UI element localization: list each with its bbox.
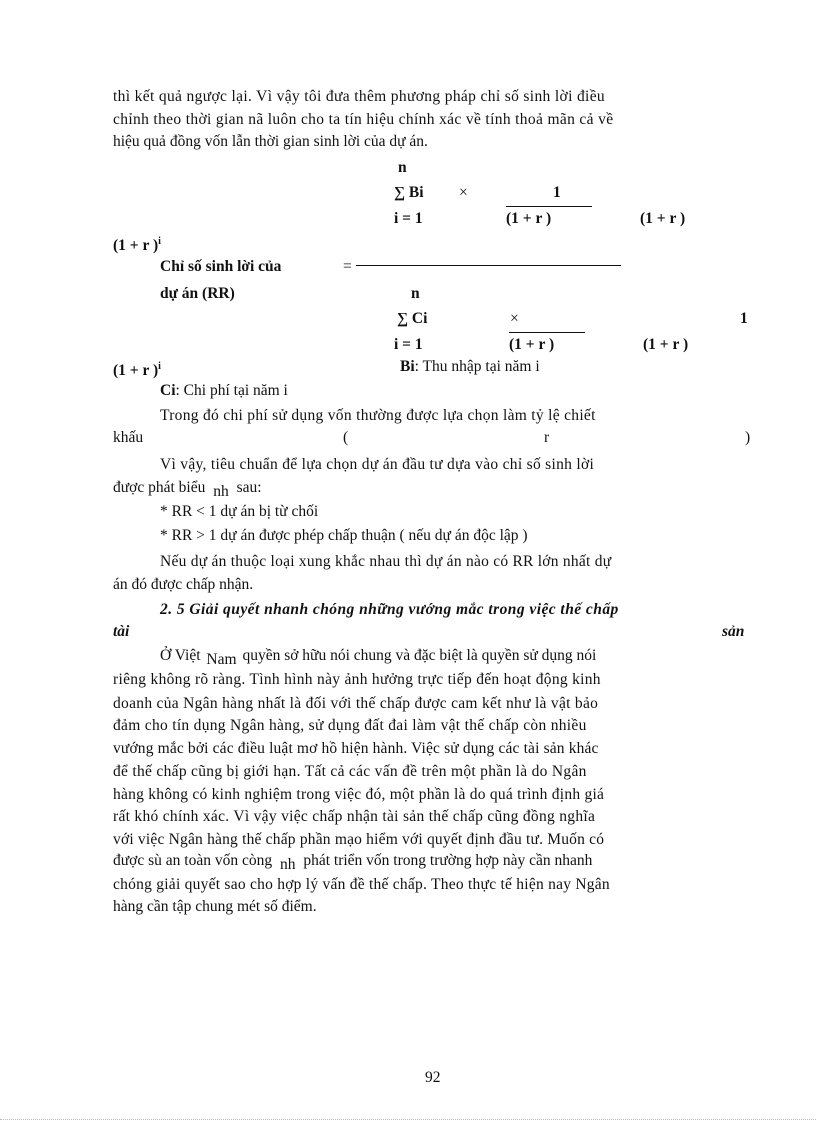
discount-line-1: Trong đó chi phí sử dụng vốn thường được lựa chọn làm tỷ lệ chiết [160,407,596,424]
discount-rate-symbol: r [544,429,550,446]
criteria-line-2: được phát biểu nh sau: [113,479,262,500]
discount-open-paren: ( [343,429,349,446]
page-number: 92 [425,1069,441,1086]
formula-bottom-index: i = 1 [394,336,423,353]
criteria-item-accept: * RR > 1 dự án được phép chấp thuận ( nếu dự án độc lập ) [160,527,528,544]
body-line-5: vướng mắc bởi các điều luật mơ hồ hiện hành. Việc sử dụng các tài sản khác [113,740,599,757]
body-line-11: chóng giải quyết sao cho hợp lý vấn đề thế chấp. Theo thực tế hiện nay Ngân [113,876,610,893]
body-line-10: được sù an toàn vốn còng nh phát triển vốn trong trường hợp này cần nhanh [113,852,593,873]
formula-top-times: × [459,184,468,201]
formula-bottom-n: n [411,285,420,302]
body-line-6: để thế chấp cũng bị giới hạn. Tất cả các vấn đề trên một phần là do Ngân [113,763,587,780]
intro-line-3: hiệu quả đồng vốn lẫn thời gian sinh lời của dự án. [113,133,428,150]
formula-top-one: 1 [553,184,561,201]
formula-top-denominator: (1 + r ) [506,210,552,227]
discount-close-paren: ) [745,429,751,446]
formula-bottom-power: (1 + r )$^i$ [113,361,161,380]
formula-label-line-1: Chỉ số sinh lời của [160,258,282,275]
body-line-8: rất khó chính xác. Vì vậy việc chấp nhận tài sản thế chấp cũng đồng nghĩa [113,808,596,825]
body-line-9: với việc Ngân hàng thế chấp phần mạo hiểm với quyết định đầu tư. Muốn có [113,831,605,848]
formula-top-n: n [398,159,407,176]
formula-top-index: i = 1 [394,210,423,227]
body-line-1: Ở Việt Nam quyền sở hữu nói chung và đặc biệt là quyền sử dụng nói [160,647,597,668]
section-heading-word-left: tài [113,623,130,640]
formula-bottom-sum: ∑ Ci [397,310,428,327]
formula-bottom-fraction-bar [509,332,585,333]
discount-word: khấu [113,429,144,446]
formula-top-denominator-2: (1 + r ) [640,210,686,227]
criteria-line-4: án đó được chấp nhận. [113,576,254,593]
formula-top-fraction-bar [506,206,592,207]
intro-line-2: chỉnh theo thời gian nã luôn cho ta tín hiệu chính xác về tính thoả mãn cả về [113,111,614,128]
body-line-4: đảm cho tín dụng Ngân hàng, sử dụng đất đai làm vật thế chấp còn nhiều [113,717,587,734]
formula-bottom-denominator-2: (1 + r ) [643,336,689,353]
formula-bi-definition: Bi: Thu nhập tại năm i [400,358,540,375]
formula-bottom-times: × [510,310,519,327]
section-heading: 2. 5 Giải quyết nhanh chóng những vướng mắc trong việc thế chấp [160,601,619,618]
formula-top-sum: ∑ Bi [394,184,424,201]
formula-main-fraction-bar [356,265,621,266]
formula-ci-definition: Ci: Chi phí tại năm i [160,382,288,399]
formula-bottom-one: 1 [740,310,748,327]
formula-left-power: (1 + r )$^i$ [113,236,161,255]
section-heading-word-right: sản [722,623,745,640]
page-bottom-divider [0,1119,816,1120]
criteria-line-3: Nếu dự án thuộc loại xung khắc nhau thì dự án nào có RR lớn nhất dự [160,553,612,570]
criteria-item-reject: * RR < 1 dự án bị từ chối [160,503,319,520]
body-line-7: hàng không có kinh nghiệm trong việc đó, một phần là do quá trình định giá [113,786,605,803]
formula-label-line-2: dự án (RR) [160,285,235,302]
criteria-line-1: Vì vậy, tiêu chuẩn để lựa chọn dự án đầu tư dựa vào chỉ số sinh lời [160,456,595,473]
body-line-3: doanh của Ngân hàng nhất là đối với thế chấp được cam kết như là vật bảo [113,695,599,712]
intro-line-1: thì kết quả ngược lại. Vì vậy tôi đưa thêm phương pháp chỉ số sinh lời điều [113,88,606,105]
body-line-2: riêng không rõ ràng. Tình hình này ảnh hưởng trực tiếp đến hoạt động kinh [113,671,601,688]
body-line-12: hàng cần tập chung mét số điểm. [113,898,317,915]
formula-bottom-denominator: (1 + r ) [509,336,555,353]
formula-equals: = [343,258,352,275]
